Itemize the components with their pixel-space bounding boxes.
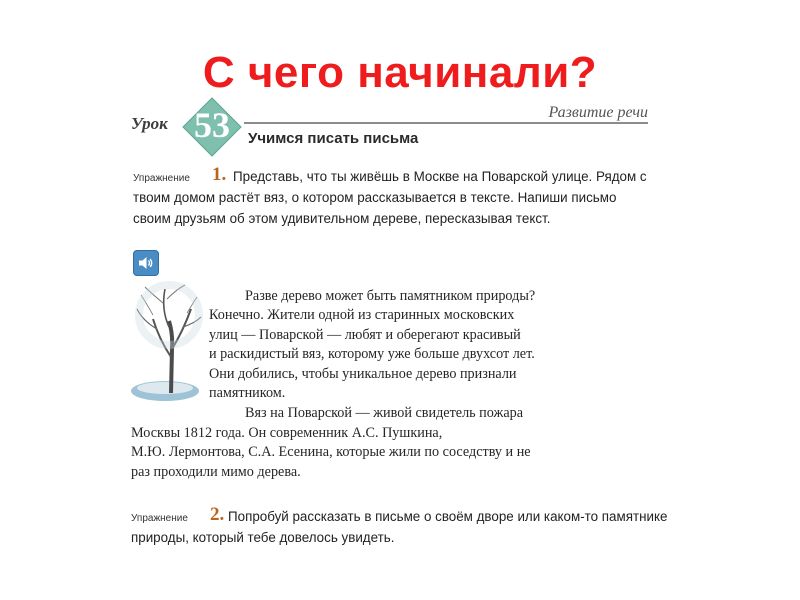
story-line: Конечно. Жители одной из старинных московских (209, 307, 515, 323)
exercise-2-label: Упражнение (131, 513, 188, 524)
story-line: памятником. (209, 385, 286, 401)
exercise-2-number: 2. (210, 504, 225, 525)
slide-title: С чего начинали? (202, 48, 598, 97)
exercise-1-text: Представь, что ты живёшь в Москве на Поварской улице. Рядом с твоим домом растёт вяз, о котором рассказывается в тексте. Напиши письмо своим друзьям об этом удивительном дереве, пересказывая текст. (133, 169, 647, 226)
story-line: раз проходили мимо дерева. (131, 464, 301, 480)
story-line: и раскидистый вяз, которому уже больше двухсот лет. (209, 346, 535, 362)
lesson-number: 53 (194, 105, 230, 145)
section-name: Развитие речи (548, 104, 648, 121)
lesson-label: Урок (131, 114, 168, 133)
story-line: М.Ю. Лермонтова, С.А. Есенина, которые жили по соседству и не (131, 444, 531, 460)
exercise-1-label: Упражнение (133, 173, 190, 184)
story-line: Разве дерево может быть памятником природы? (245, 288, 536, 304)
exercise-1-number: 1. (212, 164, 227, 185)
tree-illustration (131, 279, 203, 401)
speaker-icon (134, 251, 158, 275)
story-line: улиц — Поварской — любят и оберегают красивый (209, 327, 521, 343)
tree-icon (131, 279, 203, 401)
exercise-2-text: Попробуй рассказать в письме о своём дворе или каком-то памятнике природы, который тебе довелось увидеть. (131, 509, 668, 545)
story-line: Москвы 1812 года. Он современник А.С. Пушкина, (131, 425, 443, 441)
lesson-title: Учимся писать письма (248, 130, 419, 147)
story-line: Вяз на Поварской — живой свидетель пожара (245, 405, 524, 421)
story-line: Они добились, чтобы уникальное дерево признали (209, 366, 517, 382)
header-divider (244, 122, 648, 124)
audio-button[interactable] (133, 250, 159, 276)
